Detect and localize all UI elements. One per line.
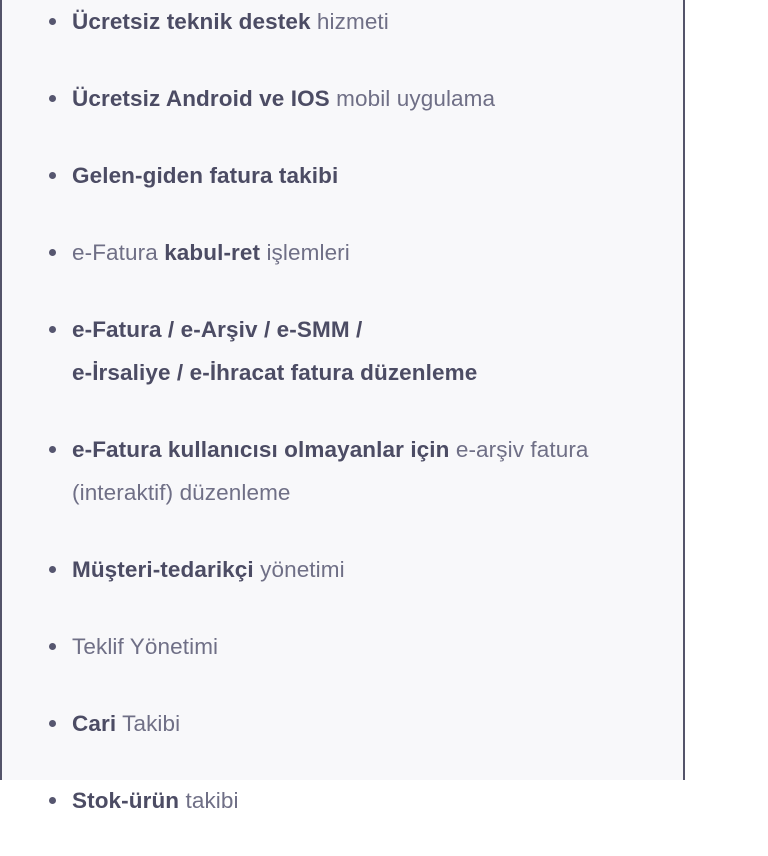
bullet-icon xyxy=(49,446,56,453)
bullet-icon xyxy=(49,18,56,25)
feature-strong-text: Gelen-giden fatura takibi xyxy=(72,163,339,188)
bullet-icon xyxy=(49,249,56,256)
list-item xyxy=(2,548,683,591)
feature-strong-text: kabul-ret xyxy=(164,240,261,265)
list-item xyxy=(2,779,683,822)
bullet-icon xyxy=(49,172,56,179)
feature-regular-text: işlemleri xyxy=(260,240,350,265)
feature-strong-text: Ücretsiz teknik destek xyxy=(72,9,311,34)
feature-list xyxy=(2,0,683,856)
feature-strong-text-line2: e-İrsaliye / e-İhracat fatura düzenleme xyxy=(72,360,478,385)
list-item xyxy=(2,702,683,745)
feature-regular-text: yönetimi xyxy=(253,557,345,582)
list-item xyxy=(2,0,683,43)
feature-strong-text: Stok-ürün xyxy=(72,788,180,813)
feature-prefix-text: e-Fatura xyxy=(72,240,165,265)
feature-strong-text: e-Fatura kullanıcısı olmayanlar için xyxy=(72,437,450,462)
feature-strong-text: Ücretsiz Android ve IOS xyxy=(72,86,330,111)
bullet-icon xyxy=(49,95,56,102)
list-item xyxy=(2,308,683,394)
bullet-icon xyxy=(49,566,56,573)
bullet-icon xyxy=(49,326,56,333)
list-item xyxy=(2,154,683,197)
feature-strong-text: Cari xyxy=(72,711,117,736)
feature-regular-text: Takibi xyxy=(116,711,181,736)
bullet-icon xyxy=(49,720,56,727)
feature-regular-text: takibi xyxy=(179,788,239,813)
feature-regular-text: hizmeti xyxy=(310,9,389,34)
list-item xyxy=(2,77,683,120)
feature-regular-text: mobil uygulama xyxy=(329,86,496,111)
bullet-icon xyxy=(49,643,56,650)
list-item xyxy=(2,428,683,514)
feature-strong-text-line1: e-Fatura / e-Arşiv / e-SMM / xyxy=(72,317,363,342)
list-item xyxy=(2,625,683,668)
bullet-icon xyxy=(49,797,56,804)
list-item xyxy=(2,231,683,274)
feature-regular-text: e-arşiv fatura (interaktif) düzenleme xyxy=(72,437,589,505)
feature-strong-text: Müşteri-tedarikçi xyxy=(72,557,254,582)
feature-regular-text: Teklif Yönetimi xyxy=(72,634,219,659)
